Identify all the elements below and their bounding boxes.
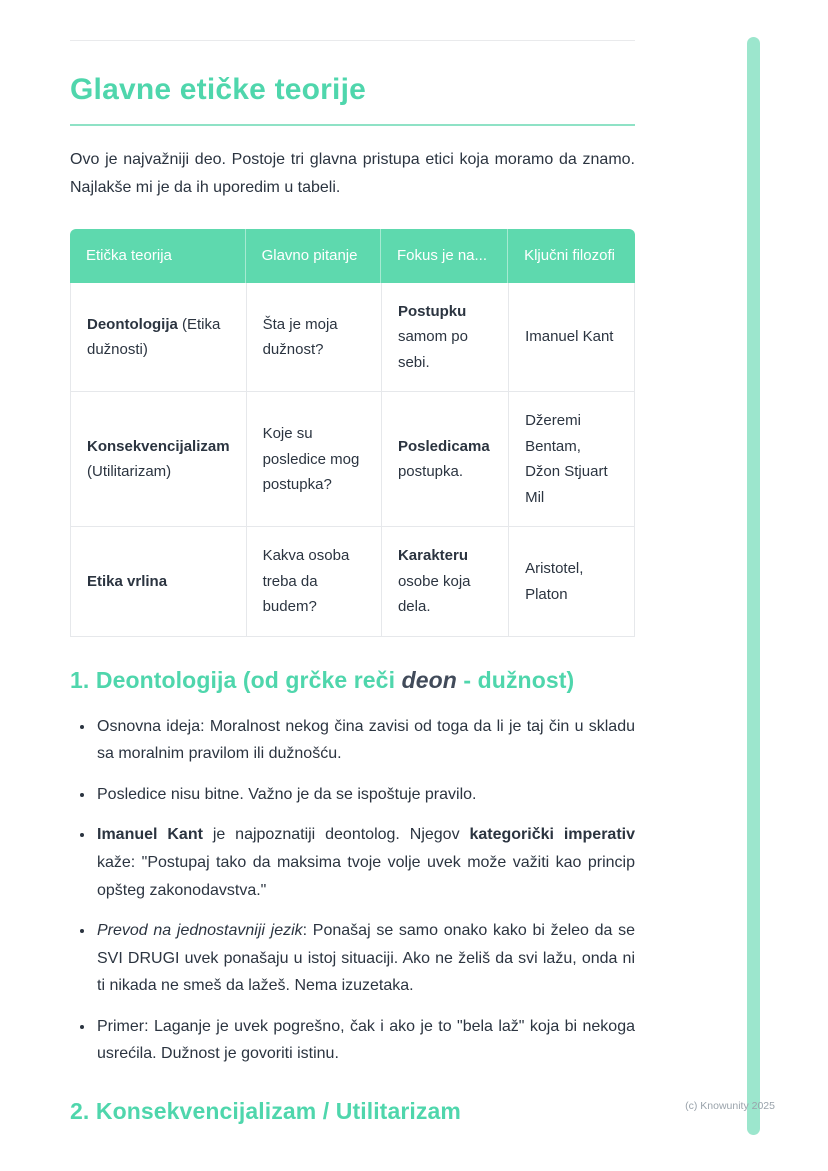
- list-item: • Osnovna ideja: Moralnost nekog čina zavisi od toga da li je taj čin u skladu sa moralnim pravilom ili dužnošću.: [95, 713, 635, 768]
- table-cell: Imanuel Kant: [508, 283, 635, 393]
- table-cell: Karakteru osobe koja dela.: [381, 527, 508, 637]
- list-item: • Primer: Laganje je uvek pogrešno, čak i ako je to "bela laž" koja bi nekoga usrećila. Dužnost je govoriti istinu.: [95, 1013, 635, 1068]
- table-cell: Etika vrlina: [70, 527, 246, 637]
- table-row-consequentialism: [70, 392, 635, 527]
- table-cell: Deontologija (Etika dužnosti): [70, 283, 246, 393]
- section-1-list: [70, 713, 635, 1068]
- list-item: • Prevod na jednostavniji jezik: Ponašaj se samo onako kako bi želeo da se SVI DRUGI uvek ponašaju u istoj situaciji. Ako ne želiš da svi lažu, onda ni ti nikada ne smeš da lažeš. Nema izuzetaka.: [95, 917, 635, 1000]
- table-cell: Posledicama postupka.: [381, 392, 508, 527]
- list-item: • Imanuel Kant je najpoznatiji deontolog. Njegov kategorički imperativ kaže: "Postupaj tako da maksima tvoje volje uvek može važiti kao princip opšteg zakonodavstva.": [95, 821, 635, 904]
- header-cell-philosophers: Ključni filozofi: [508, 229, 635, 283]
- section-1-heading: 1. Deontologija (od grčke reči deon - dužnost): [70, 666, 575, 693]
- table-row-virtue-ethics: [70, 527, 635, 637]
- table-cell: Šta je moja dužnost?: [246, 283, 381, 393]
- top-divider: [70, 40, 635, 41]
- header-cell-focus: Fokus je na...: [381, 229, 508, 283]
- page-title: Glavne etičke teorije: [70, 73, 367, 106]
- ethics-comparison-table: [70, 229, 635, 637]
- section-2-heading: 2. Konsekvencijalizam / Utilitarizam: [70, 1097, 461, 1124]
- table-cell: Koje su posledice mog postupka?: [246, 392, 381, 527]
- table-cell: Postupku samom po sebi.: [381, 283, 508, 393]
- header-cell-question: Glavno pitanje: [246, 229, 381, 283]
- table-cell: Kakva osoba treba da budem?: [246, 527, 381, 637]
- footer-copyright: (c) Knowunity 2025: [685, 1100, 775, 1112]
- table-cell: Aristotel, Platon: [508, 527, 635, 637]
- table-row-deontology: [70, 283, 635, 393]
- list-item: • Posledice nisu bitne. Važno je da se ispoštuje pravilo.: [95, 781, 635, 809]
- table-cell: Konsekvencijalizam (Utilitarizam): [70, 392, 246, 527]
- header-cell-theory: Etička teorija: [70, 229, 246, 283]
- title-underline: [70, 124, 635, 126]
- intro-paragraph: Ovo je najvažniji deo. Postoje tri glavna pristupa etici koja moramo da znamo. Najlakše mi je da ih uporedim u tabeli.: [70, 151, 635, 197]
- table-header-row: [70, 229, 635, 283]
- right-accent-bar: [747, 37, 760, 1135]
- table-cell: Džeremi Bentam, Džon Stjuart Mil: [508, 392, 635, 527]
- document-content: [70, 0, 635, 1125]
